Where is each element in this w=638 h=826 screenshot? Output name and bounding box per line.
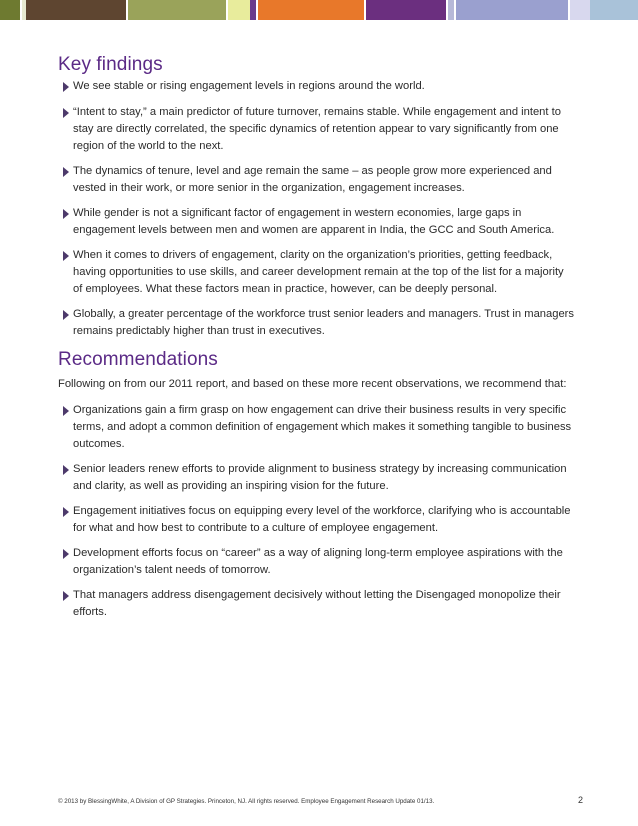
item-text-line: having opportunities to use skills, and career development remain at the top of the list for a majority bbox=[73, 266, 564, 278]
recommendation-item bbox=[73, 587, 585, 621]
finding-item bbox=[73, 247, 585, 298]
recommendation-item bbox=[73, 402, 585, 453]
item-text-line: terms, and adopt a common definition of engagement which makes it something tangible to business bbox=[73, 421, 572, 433]
triangle-bullet-icon bbox=[63, 591, 69, 601]
triangle-bullet-icon bbox=[63, 108, 69, 118]
item-text-line: While gender is not a significant factor of engagement in western economies, large gaps in bbox=[73, 207, 522, 219]
page-number: 2 bbox=[578, 795, 584, 805]
item-text-line: outcomes. bbox=[73, 438, 125, 450]
item-text-line: engagement levels between men and women are apparent in India, the GCC and South America. bbox=[73, 224, 555, 236]
item-text-line: organization’s talent needs of tomorrow. bbox=[73, 564, 271, 576]
triangle-bullet-icon bbox=[63, 209, 69, 219]
item-text-line: Development efforts focus on “career” as a way of aligning long-term employee aspirations with the bbox=[73, 547, 563, 559]
band-segment bbox=[448, 0, 454, 20]
band-segment bbox=[258, 0, 364, 20]
item-text-line: The dynamics of tenure, level and age remain the same – as people grow more experienced and bbox=[73, 165, 552, 177]
item-text-line: “Intent to stay,” a main predictor of future turnover, remains stable. While engagement and intent to bbox=[73, 106, 561, 118]
triangle-bullet-icon bbox=[63, 549, 69, 559]
finding-item bbox=[73, 78, 585, 95]
band-segment bbox=[0, 0, 20, 20]
item-text-line: Globally, a greater percentage of the workforce trust senior leaders and managers. Trust in managers bbox=[73, 308, 574, 320]
triangle-bullet-icon bbox=[63, 465, 69, 475]
item-text-line: That managers address disengagement decisively without letting the Disengaged monopolize their bbox=[73, 589, 561, 601]
band-segment bbox=[26, 0, 126, 20]
item-text-line: for what and how best to contribute to a culture of employee engagement. bbox=[73, 522, 439, 534]
item-text-line: vested in their work, or more senior in the organization, engagement increases. bbox=[73, 182, 465, 194]
band-segment bbox=[128, 0, 226, 20]
item-text-line: efforts. bbox=[73, 606, 107, 618]
color-band-header bbox=[0, 0, 638, 20]
band-segment bbox=[228, 0, 250, 20]
item-text-line: Senior leaders renew efforts to provide alignment to business strategy by increasing communication bbox=[73, 463, 567, 475]
triangle-bullet-icon bbox=[63, 406, 69, 416]
band-segment bbox=[366, 0, 446, 20]
finding-item bbox=[73, 163, 585, 197]
band-segment bbox=[590, 0, 638, 20]
band-segment bbox=[250, 0, 256, 20]
item-text-line: remains predictably higher than trust in executives. bbox=[73, 325, 325, 337]
item-text-line: Engagement initiatives focus on equipping every level of the workforce, clarifying who is accountable bbox=[73, 505, 571, 517]
recommendation-item bbox=[73, 503, 585, 537]
finding-item bbox=[73, 306, 585, 340]
recommendations-heading: Recommendations bbox=[58, 349, 218, 370]
triangle-bullet-icon bbox=[63, 251, 69, 261]
triangle-bullet-icon bbox=[63, 82, 69, 92]
key-findings-heading: Key findings bbox=[58, 54, 163, 75]
item-text-line: and clarity, as well as providing an inspiring vision for the future. bbox=[73, 480, 389, 492]
finding-item bbox=[73, 104, 585, 155]
band-segment bbox=[570, 0, 590, 20]
item-text-line: Organizations gain a firm grasp on how engagement can drive their business results in very specific bbox=[73, 404, 567, 416]
footer-copyright: © 2013 by BlessingWhite, A Division of GP Strategies. Princeton, NJ. All rights reserved. Employee Engagement Research Update 01/13. bbox=[58, 798, 435, 805]
triangle-bullet-icon bbox=[63, 310, 69, 320]
recommendation-item bbox=[73, 461, 585, 495]
item-text-line: of employees. What these factors mean in practice, however, can be deeply personal. bbox=[73, 283, 498, 295]
item-text-line: We see stable or rising engagement levels in regions around the world. bbox=[73, 80, 425, 92]
triangle-bullet-icon bbox=[63, 507, 69, 517]
band-segment bbox=[456, 0, 568, 20]
item-text-line: When it comes to drivers of engagement, clarity on the organization’s priorities, getting feedback, bbox=[73, 249, 553, 261]
triangle-bullet-icon bbox=[63, 167, 69, 177]
item-text-line: region of the world to the next. bbox=[73, 140, 224, 152]
item-text-line: stay are directly correlated, the specific dynamics of retention appear to vary significantly from one bbox=[73, 123, 559, 135]
finding-item bbox=[73, 205, 585, 239]
recommendation-item bbox=[73, 545, 585, 579]
recommendations-intro: Following on from our 2011 report, and based on these more recent observations, we recommend that: bbox=[58, 378, 567, 390]
